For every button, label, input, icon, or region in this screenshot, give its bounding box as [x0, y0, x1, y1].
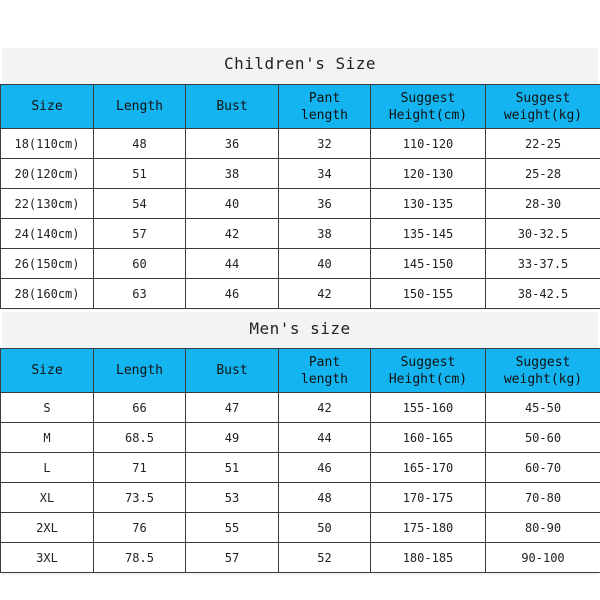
table-row: [1, 159, 600, 189]
table-cell: 150-155: [371, 279, 486, 309]
table-cell: 22-25: [486, 129, 600, 159]
table-cell: 57: [186, 543, 279, 573]
table-cell: 60-70: [486, 453, 600, 483]
table-cell: 51: [94, 159, 186, 189]
table-cell: 48: [94, 129, 186, 159]
table-cell: M: [1, 423, 94, 453]
table-cell: 46: [279, 453, 371, 483]
table-cell: 71: [94, 453, 186, 483]
column-header: [1, 349, 94, 393]
table-cell: 155-160: [371, 393, 486, 423]
column-header-text: Suggest: [400, 90, 456, 106]
column-header-text: weight(kg): [503, 107, 583, 123]
table-cell: 68.5: [94, 423, 186, 453]
mens-size-title: Men's size: [249, 319, 351, 338]
column-header: [1, 85, 94, 129]
table-cell: 38: [186, 159, 279, 189]
table-cell: 42: [279, 393, 371, 423]
table-row: [1, 423, 600, 453]
table-cell: 70-80: [486, 483, 600, 513]
table-cell: 42: [186, 219, 279, 249]
table-cell: 40: [279, 249, 371, 279]
column-header-text: Pant: [308, 90, 341, 106]
table-cell: 76: [94, 513, 186, 543]
table-cell: 50: [279, 513, 371, 543]
column-header-text: weight(kg): [503, 371, 583, 387]
table-cell: 48: [279, 483, 371, 513]
table-cell: 53: [186, 483, 279, 513]
table-cell: XL: [1, 483, 94, 513]
table-cell: 160-165: [371, 423, 486, 453]
table-cell: 40: [186, 189, 279, 219]
table-cell: 55: [186, 513, 279, 543]
table-cell: 32: [279, 129, 371, 159]
table-cell: 26(150cm): [1, 249, 94, 279]
table-cell: 36: [279, 189, 371, 219]
column-header-text: Size: [31, 99, 63, 114]
table-cell: 42: [279, 279, 371, 309]
table-cell: L: [1, 453, 94, 483]
table-cell: 45-50: [486, 393, 600, 423]
column-header-text: Suggest: [515, 354, 571, 370]
column-header-text: Length: [116, 99, 163, 114]
header-row: [1, 85, 600, 129]
table-cell: 38-42.5: [486, 279, 600, 309]
column-header: [186, 349, 279, 393]
table-row: [1, 249, 600, 279]
table-cell: 170-175: [371, 483, 486, 513]
table-cell: 50-60: [486, 423, 600, 453]
table-cell: 175-180: [371, 513, 486, 543]
table-cell: 44: [279, 423, 371, 453]
table-cell: 3XL: [1, 543, 94, 573]
table-row: [1, 543, 600, 573]
column-header-text: Height(cm): [388, 107, 468, 123]
table-row: [1, 189, 600, 219]
column-header: [186, 85, 279, 129]
table-cell: 54: [94, 189, 186, 219]
table-cell: 78.5: [94, 543, 186, 573]
table-row: [1, 129, 600, 159]
table-cell: 66: [94, 393, 186, 423]
column-header: [486, 85, 600, 129]
table-row: [1, 279, 600, 309]
table-cell: 30-32.5: [486, 219, 600, 249]
table-cell: 38: [279, 219, 371, 249]
column-header-text: Pant: [308, 354, 341, 370]
column-header-text: Bust: [216, 363, 248, 378]
table-cell: 25-28: [486, 159, 600, 189]
children-size-title: Children's Size: [224, 54, 376, 73]
table-cell: 36: [186, 129, 279, 159]
column-header: [94, 85, 186, 129]
table-cell: 90-100: [486, 543, 600, 573]
table-cell: 22(130cm): [1, 189, 94, 219]
table-row: [1, 483, 600, 513]
column-header: [94, 349, 186, 393]
header-row: [1, 349, 600, 393]
table-cell: S: [1, 393, 94, 423]
table-cell: 20(120cm): [1, 159, 94, 189]
table-cell: 44: [186, 249, 279, 279]
table-cell: 28-30: [486, 189, 600, 219]
table-cell: 120-130: [371, 159, 486, 189]
table-cell: 18(110cm): [1, 129, 94, 159]
table-cell: 52: [279, 543, 371, 573]
table-row: [1, 513, 600, 543]
table-cell: 46: [186, 279, 279, 309]
table-cell: 2XL: [1, 513, 94, 543]
column-header-text: length: [301, 107, 348, 123]
table-cell: 34: [279, 159, 371, 189]
table-row: [1, 219, 600, 249]
mens-size-table: [0, 348, 600, 573]
table-row: [1, 393, 600, 423]
table-cell: 47: [186, 393, 279, 423]
table-cell: 57: [94, 219, 186, 249]
table-cell: 165-170: [371, 453, 486, 483]
column-header-text: Height(cm): [388, 371, 468, 387]
column-header-text: length: [301, 371, 348, 387]
table-cell: 63: [94, 279, 186, 309]
table-cell: 135-145: [371, 219, 486, 249]
table-cell: 73.5: [94, 483, 186, 513]
column-header: [486, 349, 600, 393]
table-row: [1, 453, 600, 483]
table-cell: 130-135: [371, 189, 486, 219]
table-cell: 60: [94, 249, 186, 279]
table-cell: 180-185: [371, 543, 486, 573]
column-header: [371, 349, 486, 393]
column-header-text: Bust: [216, 99, 248, 114]
table-cell: 49: [186, 423, 279, 453]
table-cell: 110-120: [371, 129, 486, 159]
column-header-text: Suggest: [515, 90, 571, 106]
table-cell: 28(160cm): [1, 279, 94, 309]
column-header: [371, 85, 486, 129]
table-cell: 24(140cm): [1, 219, 94, 249]
table-cell: 80-90: [486, 513, 600, 543]
table-cell: 145-150: [371, 249, 486, 279]
children-size-table: [0, 84, 600, 309]
column-header-text: Size: [31, 363, 63, 378]
column-header: [279, 349, 371, 393]
column-header: [279, 85, 371, 129]
table-cell: 51: [186, 453, 279, 483]
table-cell: 33-37.5: [486, 249, 600, 279]
column-header-text: Length: [116, 363, 163, 378]
column-header-text: Suggest: [400, 354, 456, 370]
